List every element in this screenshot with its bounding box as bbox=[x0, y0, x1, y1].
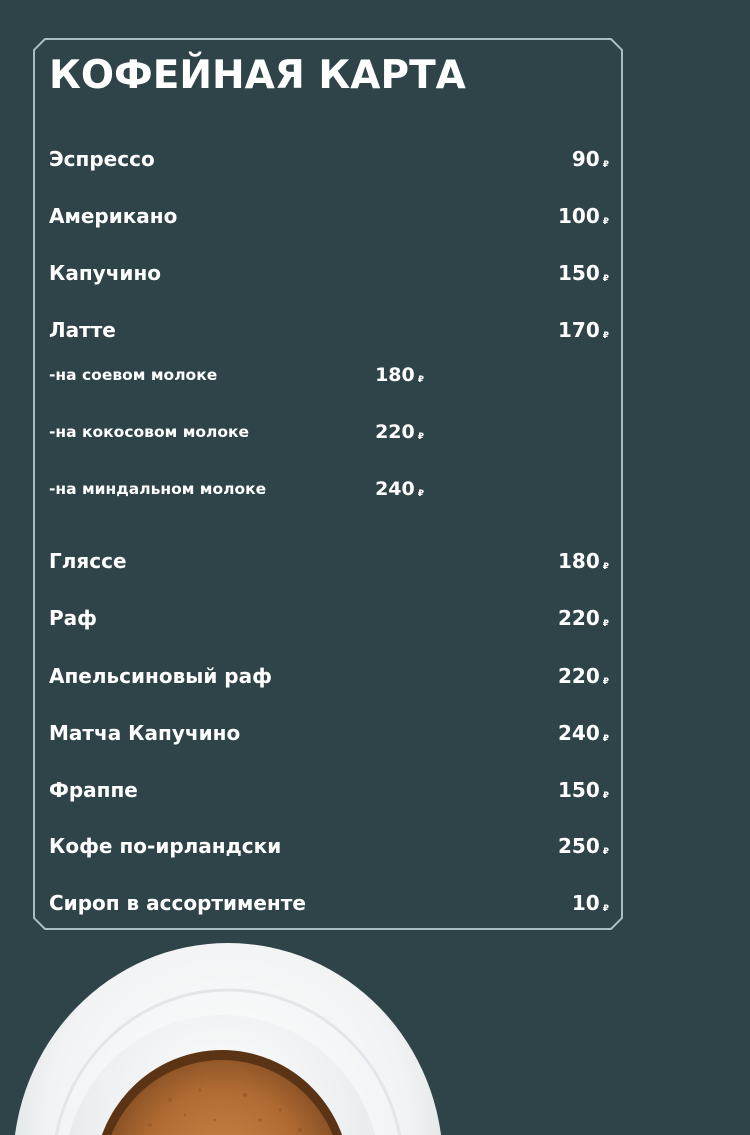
ruble-icon: ₽ bbox=[417, 432, 424, 442]
latte-option bbox=[49, 363, 424, 387]
menu-item bbox=[49, 833, 609, 859]
item-price: 220 ₽ bbox=[557, 606, 609, 630]
ruble-icon: ₽ bbox=[602, 904, 609, 914]
option-price: 220 ₽ bbox=[375, 421, 424, 443]
ruble-icon: ₽ bbox=[602, 734, 609, 744]
item-price: 150 ₽ bbox=[557, 778, 609, 802]
item-name: Эспрессо bbox=[49, 147, 155, 171]
item-name: Кофе по-ирландски bbox=[49, 834, 282, 858]
item-price: 90 ₽ bbox=[571, 147, 609, 171]
menu-item bbox=[49, 890, 609, 916]
ruble-icon: ₽ bbox=[417, 489, 424, 499]
menu-item bbox=[49, 317, 609, 343]
menu-item bbox=[49, 777, 609, 803]
ruble-icon: ₽ bbox=[602, 677, 609, 687]
ruble-icon: ₽ bbox=[602, 160, 609, 170]
item-price: 100 ₽ bbox=[557, 204, 609, 228]
item-name: Апельсиновый раф bbox=[49, 664, 272, 688]
menu-item bbox=[49, 260, 609, 286]
option-price: 240 ₽ bbox=[375, 478, 424, 500]
item-name: Раф bbox=[49, 606, 97, 630]
menu-item bbox=[49, 720, 609, 746]
ruble-icon: ₽ bbox=[602, 217, 609, 227]
item-price: 150 ₽ bbox=[557, 261, 609, 285]
menu-item bbox=[49, 146, 609, 172]
menu-item bbox=[49, 605, 609, 631]
option-price: 180 ₽ bbox=[375, 364, 424, 386]
latte-option bbox=[49, 477, 424, 501]
item-price: 250 ₽ bbox=[557, 834, 609, 858]
coffee-cup-image bbox=[0, 930, 750, 1135]
menu-item bbox=[49, 203, 609, 229]
option-name: -на миндальном молоке bbox=[49, 480, 267, 498]
item-price: 170 ₽ bbox=[557, 318, 609, 342]
item-price: 240 ₽ bbox=[557, 721, 609, 745]
option-name: -на соевом молоке bbox=[49, 366, 218, 384]
item-price: 10 ₽ bbox=[571, 891, 609, 915]
item-name: Капучино bbox=[49, 261, 162, 285]
menu-item bbox=[49, 548, 609, 574]
ruble-icon: ₽ bbox=[602, 847, 609, 857]
item-price: 220 ₽ bbox=[557, 664, 609, 688]
menu-title: КОФЕЙНАЯ КАРТА bbox=[49, 53, 466, 98]
menu-item bbox=[49, 663, 609, 689]
item-name: Американо bbox=[49, 204, 178, 228]
ruble-icon: ₽ bbox=[602, 562, 609, 572]
ruble-icon: ₽ bbox=[602, 791, 609, 801]
item-name: Фраппе bbox=[49, 778, 138, 802]
ruble-icon: ₽ bbox=[602, 331, 609, 341]
ruble-icon: ₽ bbox=[417, 375, 424, 385]
ruble-icon: ₽ bbox=[602, 619, 609, 629]
item-name: Гляссе bbox=[49, 549, 127, 573]
item-name: Матча Капучино bbox=[49, 721, 241, 745]
latte-option bbox=[49, 420, 424, 444]
option-name: -на кокосовом молоке bbox=[49, 423, 250, 441]
item-price: 180 ₽ bbox=[557, 549, 609, 573]
ruble-icon: ₽ bbox=[602, 274, 609, 284]
item-name: Сироп в ассортименте bbox=[49, 891, 306, 915]
item-name: Латте bbox=[49, 318, 116, 342]
